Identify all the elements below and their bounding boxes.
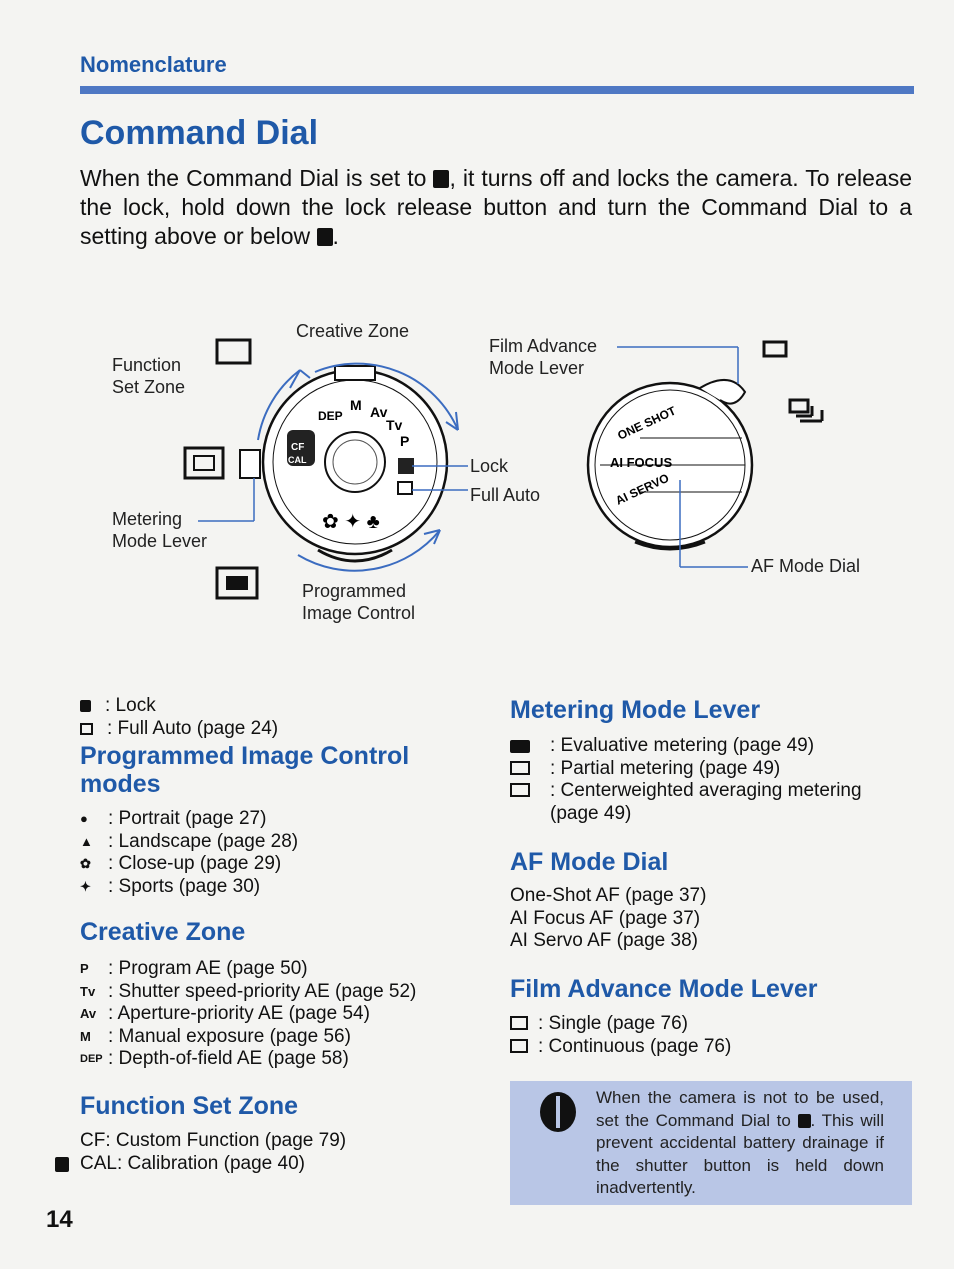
continuous-icon (510, 1039, 528, 1053)
dial-mark-dep: DEP (318, 409, 343, 423)
list-item: ▲ : Landscape (page 28) (80, 830, 299, 852)
list-item-cont: (page 49) (550, 802, 632, 824)
list-item: One-Shot AF (page 37) (510, 885, 707, 906)
label-lock: Lock (470, 456, 509, 476)
function-set-zone-heading: Function Set Zone (80, 1092, 299, 1120)
creative-zone-heading: Creative Zone (80, 918, 246, 946)
dial-mark-m: M (350, 397, 362, 413)
list-item: Tv : Shutter speed-priority AE (page 52) (80, 980, 417, 1002)
section-label: Nomenclature (80, 52, 227, 77)
af-mark-ai-focus: AI FOCUS (610, 455, 673, 470)
list-item: ● : Portrait (page 27) (80, 808, 267, 829)
pic-heading: Programmed Image Control modes (80, 742, 410, 798)
label-film-advance-mode-lever: Film Advance Mode Lever (489, 336, 598, 378)
list-item: DEP : Depth-of-field AE (page 58) (80, 1048, 349, 1069)
list-item: CAL: Calibration (page 40) (80, 1152, 305, 1174)
film-advance-heading: Film Advance Mode Lever (510, 975, 818, 1003)
caution-icon (540, 1092, 576, 1132)
page-number: 14 (46, 1206, 73, 1233)
label-programmed-image-control: Programmed Image Control (302, 581, 416, 623)
list-item: ✿ : Close-up (page 29) (80, 853, 282, 874)
list-item: AI Focus AF (page 37) (510, 907, 701, 929)
landscape-icon: ▲ (80, 833, 93, 849)
lock-icon (317, 228, 333, 246)
function-set-zone-list (80, 1130, 346, 1175)
label-creative-zone: Creative Zone (296, 321, 410, 341)
dial-mark-cf: CF (291, 442, 305, 453)
calibration-marker-icon (55, 1157, 69, 1172)
lock-icon (80, 700, 91, 712)
creative-zone-list (80, 958, 416, 1071)
dial-mark-av: Av (370, 404, 388, 420)
header-rule (80, 86, 914, 94)
label-af-mode-dial: AF Mode Dial (751, 556, 861, 576)
dial-mark-p: P (400, 433, 410, 449)
dial-legend: : Lock : Full Auto (page 24) (80, 695, 278, 740)
partial-metering-icon (510, 761, 530, 775)
metering-heading: Metering Mode Lever (510, 696, 761, 724)
film-advance-list (510, 1013, 731, 1058)
pic-icons-mark: ✿ ✦ ♣ (322, 511, 380, 533)
single-frame-icon (764, 342, 786, 356)
caution-note-text: When the camera is not to be used, set the Command Dial to . This will prevent accidental battery drainage if the shutter button is held down inadvertently. (596, 1088, 884, 1197)
list-item: : Partial metering (page 49) (510, 758, 862, 781)
lock-icon (798, 1114, 811, 1128)
dial-mark-cal: CAL (288, 455, 307, 465)
af-list (510, 885, 706, 953)
list-item: : Evaluative metering (page 49) (510, 735, 862, 758)
full-auto-icon (217, 340, 250, 363)
list-item: CF: Custom Function (page 79) (80, 1130, 347, 1151)
partial-metering-icon (185, 448, 223, 478)
centerweighted-icon (510, 783, 530, 797)
sports-icon: ✦ (80, 878, 91, 894)
intro-paragraph: When the Command Dial is set to , it turns off and locks the camera. To release the lock, hold down the lock release button and turn the Command Dial to a setting above or below . (80, 165, 912, 249)
list-item: Av : Aperture-priority AE (page 54) (80, 1003, 370, 1024)
full-auto-icon (80, 723, 93, 735)
list-item: P : Program AE (page 50) (80, 958, 308, 979)
list-item: : Centerweighted averaging metering (510, 780, 862, 803)
label-metering-mode-lever: Metering Mode Lever (112, 509, 208, 551)
af-mark-one-shot: ONE SHOT (615, 403, 679, 443)
dial-mark-tv: Tv (386, 417, 403, 433)
lock-icon (433, 170, 449, 188)
af-mark-ai-servo: AI SERVO (613, 470, 672, 508)
label-function-set-zone: Function Set Zone (112, 355, 186, 397)
list-item: M : Manual exposure (page 56) (80, 1025, 351, 1047)
metering-list (510, 735, 862, 825)
evaluative-metering-icon (510, 740, 530, 753)
af-heading: AF Mode Dial (510, 848, 669, 876)
single-frame-icon (510, 1016, 528, 1030)
list-item: : Continuous (page 76) (510, 1036, 731, 1059)
close-up-icon: ✿ (80, 856, 91, 871)
continuous-icon (790, 400, 808, 412)
pic-list (80, 808, 298, 898)
page-title: Command Dial (80, 114, 319, 152)
portrait-icon: ● (80, 811, 88, 826)
label-full-auto: Full Auto (470, 485, 541, 505)
list-item: ✦ : Sports (page 30) (80, 875, 261, 897)
list-item: AI Servo AF (page 38) (510, 930, 698, 951)
list-item: : Single (page 76) (510, 1013, 731, 1036)
